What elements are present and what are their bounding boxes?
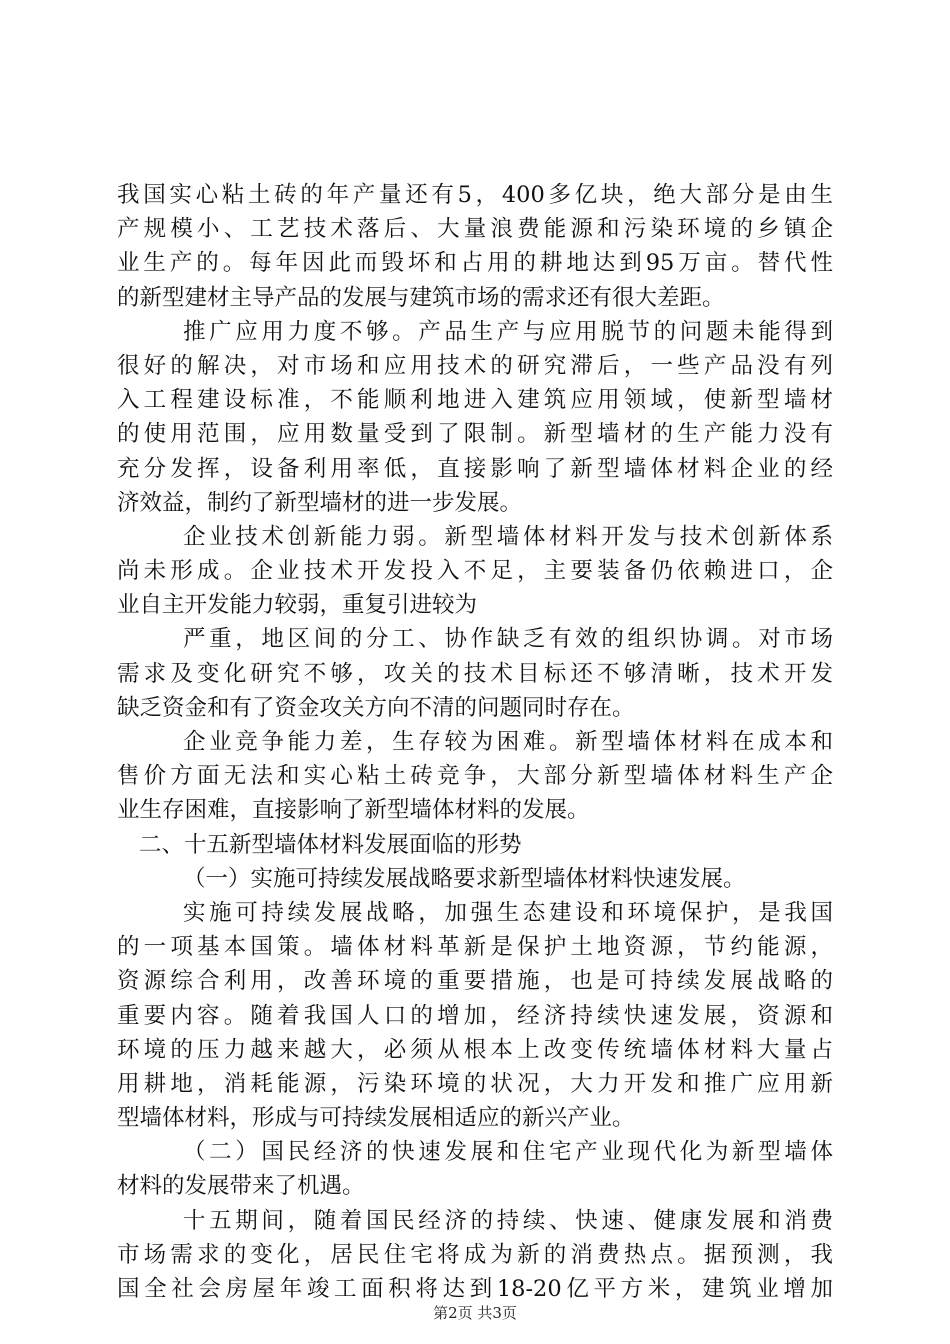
text-line: 我国实心粘土砖的年产量还有5，400多亿块，绝大部分是由生 xyxy=(117,182,833,208)
body-text xyxy=(117,178,833,1306)
text-line: 材料的发展带来了机遇。 xyxy=(117,1173,365,1200)
page-footer: 第2页 共3页 xyxy=(433,1304,517,1322)
text-line: 的使用范围，应用数量受到了限制。新型墙材的生产能力没有 xyxy=(117,421,833,448)
text-line: 二、十五新型墙体材料发展面临的形势 xyxy=(139,831,522,858)
text-line: （一）实施可持续发展战略要求新型墙体材料快速发展。 xyxy=(183,865,746,892)
text-line: 充分发挥，设备利用率低，直接影响了新型墙体材料企业的经 xyxy=(117,455,833,482)
text-line: 严重，地区间的分工、协作缺乏有效的组织协调。对市场 xyxy=(183,626,833,653)
text-line: 业生存困难，直接影响了新型墙体材料的发展。 xyxy=(117,797,590,824)
text-line: 型墙体材料，形成与可持续发展相适应的新兴产业。 xyxy=(117,1105,635,1132)
text-line: 需求及变化研究不够，攻关的技术目标还不够清晰，技术开发 xyxy=(117,660,833,687)
text-line: 企业技术创新能力弱。新型墙体材料开发与技术创新体系 xyxy=(183,523,833,550)
text-line: 的一项基本国策。墙体材料革新是保护土地资源，节约能源， xyxy=(117,934,833,961)
text-line: 市场需求的变化，居民住宅将成为新的消费热点。据预测，我 xyxy=(117,1241,833,1268)
text-line: 业自主开发能力较弱，重复引进较为 xyxy=(117,592,478,619)
text-line: 业生产的。每年因此而毁坏和占用的耕地达到95万亩。替代性 xyxy=(117,250,833,277)
text-line: 重要内容。随着我国人口的增加，经济持续快速发展，资源和 xyxy=(117,1002,833,1029)
text-line: （二）国民经济的快速发展和住宅产业现代化为新型墙体 xyxy=(183,1139,833,1166)
text-line: 十五期间，随着国民经济的持续、快速、健康发展和消费 xyxy=(183,1207,833,1234)
text-line: 国全社会房屋年竣工面积将达到18-20亿平方米，建筑业增加 xyxy=(117,1276,833,1302)
text-line: 的新型建材主导产品的发展与建筑市场的需求还有很大差距。 xyxy=(117,284,725,311)
text-line: 入工程建设标准，不能顺利地进入建筑应用领域，使新型墙材 xyxy=(117,387,833,414)
text-line: 济效益，制约了新型墙材的进一步发展。 xyxy=(117,489,523,516)
text-line: 很好的解决，对市场和应用技术的研究滞后，一些产品没有列 xyxy=(117,352,833,379)
text-line: 实施可持续发展战略，加强生态建设和环境保护，是我国 xyxy=(183,899,833,926)
text-line: 用耕地，消耗能源，污染环境的状况，大力开发和推广应用新 xyxy=(117,1070,833,1097)
text-line: 尚未形成。企业技术开发投入不足，主要装备仍依赖进口，企 xyxy=(117,558,833,585)
text-line: 缺乏资金和有了资金攻关方向不清的问题同时存在。 xyxy=(117,694,635,721)
text-line: 企业竞争能力差，生存较为困难。新型墙体材料在成本和 xyxy=(183,729,833,755)
text-line: 售价方面无法和实心粘土砖竞争，大部分新型墙体材料生产企 xyxy=(117,763,833,790)
text-line: 推广应用力度不够。产品生产与应用脱节的问题未能得到 xyxy=(183,318,833,345)
text-line: 资源综合利用，改善环境的重要措施，也是可持续发展战略的 xyxy=(117,968,833,995)
text-line: 环境的压力越来越大，必须从根本上改变传统墙体材料大量占 xyxy=(117,1036,833,1063)
text-line: 产规模小、工艺技术落后、大量浪费能源和污染环境的乡镇企 xyxy=(117,216,833,243)
